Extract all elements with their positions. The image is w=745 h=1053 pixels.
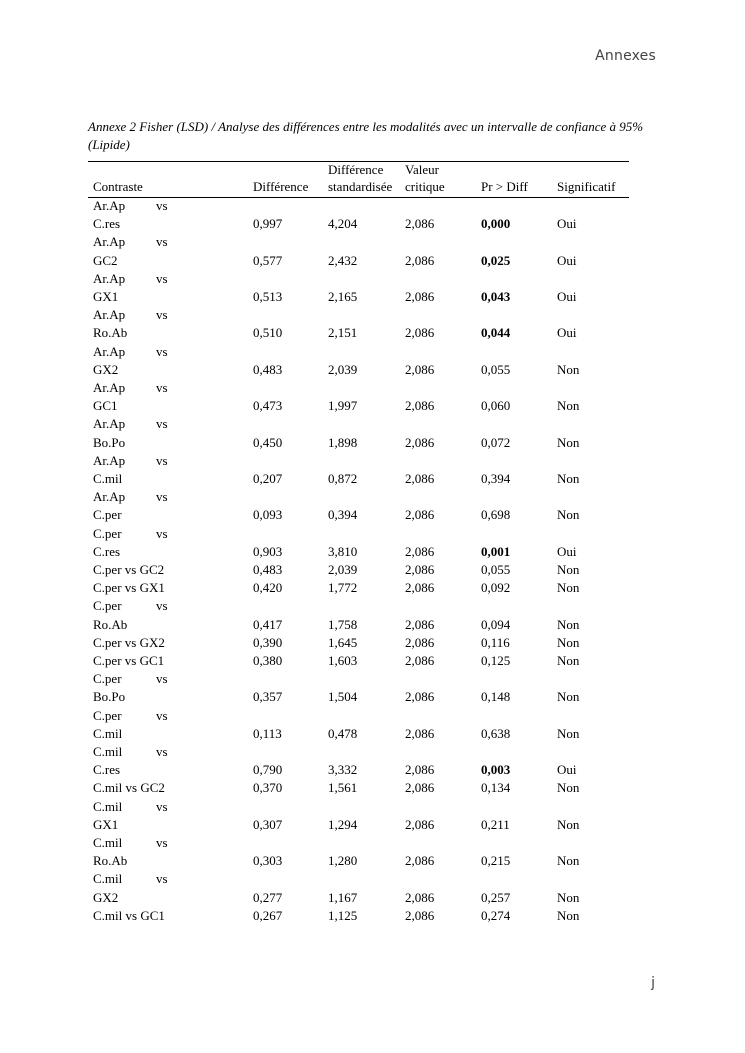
contrast-vs: vs bbox=[156, 744, 168, 759]
cell-difference: 0,473 bbox=[253, 398, 283, 414]
cell-significatif: Non bbox=[557, 580, 580, 596]
cell-valeur-critique: 2,086 bbox=[405, 471, 435, 486]
cell-diff-standardisee: 0,872 bbox=[328, 471, 358, 486]
contrast-first: C.per bbox=[93, 671, 122, 687]
contrast-label: C.mil vs GC2 bbox=[93, 780, 165, 796]
contrast-first: C.mil bbox=[93, 835, 123, 850]
cell-pr-diff: 0,638 bbox=[481, 725, 511, 741]
cell-difference: 0,370 bbox=[253, 780, 283, 796]
cell-pr-diff: 0,072 bbox=[481, 434, 511, 450]
contrast-vs: vs bbox=[156, 671, 168, 687]
contrast-label: C.per vs GX2 bbox=[93, 634, 165, 650]
cell-pr-diff: 0,211 bbox=[481, 816, 510, 832]
cell-diff-standardisee: 1,898 bbox=[328, 434, 358, 450]
contrast-first: Ar.Ap bbox=[93, 198, 126, 213]
cell-pr-diff: 0,116 bbox=[481, 634, 510, 650]
cell-significatif: Non bbox=[557, 434, 580, 450]
cell-difference: 0,510 bbox=[253, 325, 283, 341]
cell-diff-standardisee: 0,394 bbox=[328, 507, 358, 523]
cell-valeur-critique: 2,086 bbox=[405, 762, 435, 778]
contrast-second: C.per bbox=[93, 507, 122, 523]
contrast-vs: vs bbox=[156, 198, 168, 213]
contrast-vs: vs bbox=[156, 234, 168, 250]
header-significatif: Significatif bbox=[557, 179, 616, 194]
cell-significatif: Non bbox=[557, 562, 580, 577]
cell-difference: 0,277 bbox=[253, 889, 283, 905]
cell-diff-standardisee: 3,810 bbox=[328, 543, 358, 559]
cell-pr-diff: 0,134 bbox=[481, 780, 511, 796]
cell-valeur-critique: 2,086 bbox=[405, 780, 435, 796]
cell-pr-diff: 0,003 bbox=[481, 762, 511, 778]
cell-difference: 0,390 bbox=[253, 634, 283, 650]
cell-diff-standardisee: 2,165 bbox=[328, 289, 358, 304]
cell-valeur-critique: 2,086 bbox=[405, 289, 435, 304]
cell-difference: 0,513 bbox=[253, 289, 283, 304]
cell-difference: 0,483 bbox=[253, 361, 283, 377]
cell-significatif: Non bbox=[557, 907, 580, 923]
cell-difference: 0,380 bbox=[253, 653, 283, 668]
cell-valeur-critique: 2,086 bbox=[405, 216, 435, 232]
cell-significatif: Non bbox=[557, 398, 580, 414]
header-difference: Différence bbox=[253, 179, 309, 194]
cell-diff-standardisee: 0,478 bbox=[328, 725, 358, 741]
contrast-label: C.mil vs GC1 bbox=[93, 907, 165, 923]
cell-significatif: Non bbox=[557, 616, 580, 632]
contrast-second: GX2 bbox=[93, 361, 119, 377]
cell-valeur-critique: 2,086 bbox=[405, 398, 435, 414]
cell-difference: 0,357 bbox=[253, 689, 283, 705]
cell-difference: 0,307 bbox=[253, 816, 283, 832]
cell-diff-standardisee: 1,645 bbox=[328, 634, 358, 650]
contrast-second: C.res bbox=[93, 762, 121, 778]
contrast-vs: vs bbox=[156, 307, 168, 323]
cell-significatif: Non bbox=[557, 853, 580, 869]
cell-difference: 0,903 bbox=[253, 543, 283, 559]
contrast-second: Ro.Ab bbox=[93, 325, 128, 341]
cell-significatif: Oui bbox=[557, 762, 577, 778]
cell-pr-diff: 0,092 bbox=[481, 580, 511, 596]
contrast-second: Ro.Ab bbox=[93, 853, 128, 869]
cell-significatif: Non bbox=[557, 507, 580, 523]
header-diff-std-line1: Différence bbox=[328, 162, 384, 177]
contrast-first: Ar.Ap bbox=[93, 380, 126, 395]
cell-pr-diff: 0,055 bbox=[481, 562, 511, 577]
cell-pr-diff: 0,698 bbox=[481, 507, 511, 523]
cell-difference: 0,417 bbox=[253, 616, 283, 632]
contrast-second: C.res bbox=[93, 543, 121, 559]
cell-difference: 0,267 bbox=[253, 907, 283, 923]
cell-pr-diff: 0,394 bbox=[481, 471, 511, 486]
cell-difference: 0,997 bbox=[253, 216, 283, 232]
contrast-first: C.per bbox=[93, 598, 122, 614]
cell-diff-standardisee: 1,125 bbox=[328, 907, 358, 923]
cell-valeur-critique: 2,086 bbox=[405, 361, 435, 377]
cell-valeur-critique: 2,086 bbox=[405, 252, 435, 268]
cell-valeur-critique: 2,086 bbox=[405, 543, 435, 559]
cell-diff-standardisee: 1,561 bbox=[328, 780, 358, 796]
cell-significatif: Non bbox=[557, 780, 580, 796]
cell-valeur-critique: 2,086 bbox=[405, 507, 435, 523]
contrast-vs: vs bbox=[156, 525, 168, 541]
contrast-vs: vs bbox=[156, 416, 168, 432]
cell-valeur-critique: 2,086 bbox=[405, 580, 435, 596]
header-valeur-line2: critique bbox=[405, 179, 445, 194]
cell-significatif: Non bbox=[557, 689, 580, 705]
cell-significatif: Oui bbox=[557, 543, 577, 559]
cell-valeur-critique: 2,086 bbox=[405, 689, 435, 705]
header-diff-std-line2: standardisée bbox=[328, 179, 393, 194]
cell-diff-standardisee: 1,167 bbox=[328, 889, 358, 905]
contrast-second: Ro.Ab bbox=[93, 616, 128, 632]
cell-diff-standardisee: 1,997 bbox=[328, 398, 358, 414]
cell-significatif: Non bbox=[557, 634, 580, 650]
contrast-second: GX1 bbox=[93, 816, 119, 832]
cell-pr-diff: 0,043 bbox=[481, 289, 511, 304]
contrast-second: Bo.Po bbox=[93, 434, 126, 450]
contrast-vs: vs bbox=[156, 707, 168, 723]
cell-difference: 0,483 bbox=[253, 562, 283, 577]
contrast-second: GC1 bbox=[93, 398, 118, 414]
cell-valeur-critique: 2,086 bbox=[405, 562, 435, 577]
contrast-first: Ar.Ap bbox=[93, 416, 126, 432]
contrast-vs: vs bbox=[156, 798, 168, 814]
contrast-first: Ar.Ap bbox=[93, 452, 126, 468]
contrast-label: C.per vs GC1 bbox=[93, 653, 165, 668]
cell-valeur-critique: 2,086 bbox=[405, 634, 435, 650]
cell-valeur-critique: 2,086 bbox=[405, 725, 435, 741]
cell-significatif: Non bbox=[557, 361, 580, 377]
contrast-first: C.mil bbox=[93, 798, 123, 814]
cell-pr-diff: 0,055 bbox=[481, 361, 511, 377]
contrast-vs: vs bbox=[156, 489, 168, 505]
cell-significatif: Oui bbox=[557, 216, 577, 232]
contrast-first: C.per bbox=[93, 525, 122, 541]
cell-valeur-critique: 2,086 bbox=[405, 907, 435, 923]
cell-diff-standardisee: 4,204 bbox=[328, 216, 358, 232]
cell-significatif: Oui bbox=[557, 325, 577, 341]
cell-valeur-critique: 2,086 bbox=[405, 853, 435, 869]
cell-significatif: Non bbox=[557, 471, 580, 486]
cell-significatif: Non bbox=[557, 725, 580, 741]
cell-valeur-critique: 2,086 bbox=[405, 434, 435, 450]
contrast-label: C.per vs GX1 bbox=[93, 580, 165, 596]
header-contraste: Contraste bbox=[93, 179, 143, 194]
contrast-vs: vs bbox=[156, 835, 168, 850]
contrast-first: Ar.Ap bbox=[93, 307, 126, 323]
cell-diff-standardisee: 1,758 bbox=[328, 616, 358, 632]
cell-pr-diff: 0,148 bbox=[481, 689, 511, 705]
contrast-vs: vs bbox=[156, 598, 168, 614]
cell-pr-diff: 0,001 bbox=[481, 543, 511, 559]
cell-pr-diff: 0,000 bbox=[481, 216, 511, 232]
cell-pr-diff: 0,044 bbox=[481, 325, 511, 341]
cell-diff-standardisee: 1,280 bbox=[328, 853, 358, 869]
contrast-second: C.mil bbox=[93, 725, 123, 741]
contrast-first: C.per bbox=[93, 707, 122, 723]
contrast-vs: vs bbox=[156, 380, 168, 395]
contrast-second: Bo.Po bbox=[93, 689, 126, 705]
cell-diff-standardisee: 2,432 bbox=[328, 252, 358, 268]
cell-diff-standardisee: 1,772 bbox=[328, 580, 358, 596]
cell-valeur-critique: 2,086 bbox=[405, 816, 435, 832]
cell-diff-standardisee: 1,504 bbox=[328, 689, 358, 705]
contrast-second: C.mil bbox=[93, 471, 123, 486]
page-number: j bbox=[651, 975, 655, 991]
contrast-second: GX1 bbox=[93, 289, 119, 304]
contrast-first: C.mil bbox=[93, 744, 123, 759]
contrast-first: Ar.Ap bbox=[93, 343, 126, 359]
contrast-first: Ar.Ap bbox=[93, 234, 126, 250]
cell-difference: 0,420 bbox=[253, 580, 283, 596]
cell-diff-standardisee: 3,332 bbox=[328, 762, 358, 778]
cell-pr-diff: 0,025 bbox=[481, 252, 511, 268]
cell-significatif: Non bbox=[557, 816, 580, 832]
contrast-first: Ar.Ap bbox=[93, 270, 126, 286]
cell-significatif: Non bbox=[557, 653, 580, 668]
contrast-vs: vs bbox=[156, 871, 168, 887]
contrast-second: GC2 bbox=[93, 252, 118, 268]
header-pr-diff: Pr > Diff bbox=[481, 179, 528, 194]
cell-significatif: Oui bbox=[557, 252, 577, 268]
contrast-second: GX2 bbox=[93, 889, 119, 905]
contrast-first: C.mil bbox=[93, 871, 123, 887]
cell-difference: 0,450 bbox=[253, 434, 283, 450]
cell-difference: 0,303 bbox=[253, 853, 283, 869]
cell-difference: 0,093 bbox=[253, 507, 283, 523]
cell-diff-standardisee: 1,294 bbox=[328, 816, 358, 832]
cell-difference: 0,113 bbox=[253, 725, 282, 741]
contrast-vs: vs bbox=[156, 270, 168, 286]
cell-valeur-critique: 2,086 bbox=[405, 653, 435, 668]
cell-pr-diff: 0,274 bbox=[481, 907, 511, 923]
contrast-first: Ar.Ap bbox=[93, 489, 126, 505]
cell-valeur-critique: 2,086 bbox=[405, 889, 435, 905]
cell-significatif: Oui bbox=[557, 289, 577, 304]
table-header-rule bbox=[88, 197, 629, 198]
contrast-vs: vs bbox=[156, 452, 168, 468]
cell-pr-diff: 0,215 bbox=[481, 853, 511, 869]
table-caption: Annexe 2 Fisher (LSD) / Analyse des différences entre les modalités avec un intervalle de confiance à 95% (Lipide) bbox=[88, 119, 644, 152]
cell-pr-diff: 0,094 bbox=[481, 616, 511, 632]
cell-significatif: Non bbox=[557, 889, 580, 905]
cell-pr-diff: 0,060 bbox=[481, 398, 511, 414]
cell-valeur-critique: 2,086 bbox=[405, 616, 435, 632]
contrast-label: C.per vs GC2 bbox=[93, 562, 165, 577]
cell-difference: 0,790 bbox=[253, 762, 283, 778]
contrast-vs: vs bbox=[156, 343, 168, 359]
cell-diff-standardisee: 2,039 bbox=[328, 361, 358, 377]
cell-diff-standardisee: 2,151 bbox=[328, 325, 358, 341]
cell-pr-diff: 0,257 bbox=[481, 889, 511, 905]
cell-difference: 0,207 bbox=[253, 471, 283, 486]
cell-diff-standardisee: 2,039 bbox=[328, 562, 358, 577]
header-valeur-line1: Valeur bbox=[405, 162, 439, 177]
cell-difference: 0,577 bbox=[253, 252, 283, 268]
cell-pr-diff: 0,125 bbox=[481, 653, 511, 668]
cell-diff-standardisee: 1,603 bbox=[328, 653, 358, 668]
running-head: Annexes bbox=[595, 48, 656, 64]
cell-valeur-critique: 2,086 bbox=[405, 325, 435, 341]
contrast-second: C.res bbox=[93, 216, 121, 232]
